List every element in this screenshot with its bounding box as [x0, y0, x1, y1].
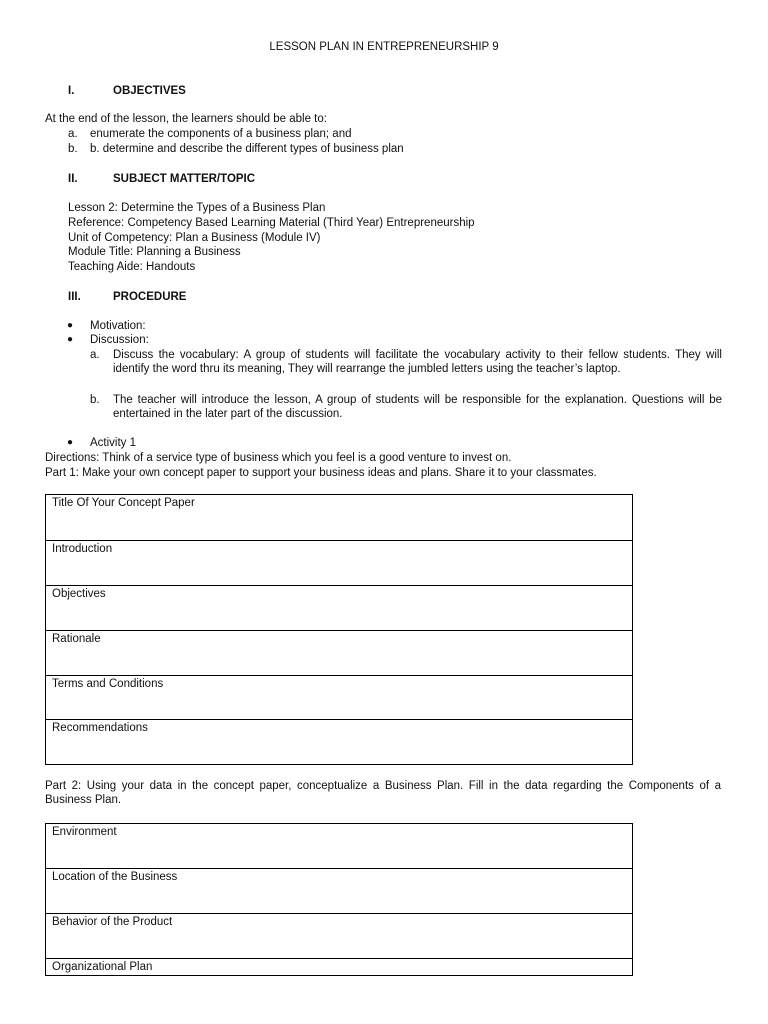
business-plan-table: [45, 823, 633, 976]
procedure-activity: Activity 1: [90, 437, 137, 449]
subject-line-reference: Reference: Competency Based Learning Material (Third Year) Entrepreneurship: [68, 217, 475, 229]
table-row-organizational[interactable]: Organizational Plan: [46, 959, 633, 976]
activity-part2: Part 2: Using your data in the concept paper, conceptualize a Business Plan. Fill in the data regarding the Components of a Business Plan.: [45, 780, 721, 806]
table-row-title[interactable]: Title Of Your Concept Paper: [46, 495, 633, 541]
table-row-recommendations[interactable]: Recommendations: [46, 720, 633, 765]
bullet-icon: ●: [67, 320, 74, 331]
discussion-item-a: Discuss the vocabulary: A group of students will facilitate the vocabulary activity to their fellow students. They will identify the word thru its meaning, They will rearrange the jumbled letters using the teacher’s laptop.: [113, 349, 722, 375]
objectives-heading: OBJECTIVES: [113, 85, 186, 97]
table-row-introduction[interactable]: Introduction: [46, 541, 633, 586]
objective-marker-a: a.: [68, 128, 78, 140]
section-numeral-2: II.: [68, 173, 78, 185]
subject-line-unit: Unit of Competency: Plan a Business (Module IV): [68, 232, 321, 244]
section-numeral-3: III.: [68, 291, 81, 303]
table-row-behavior[interactable]: Behavior of the Product: [46, 914, 633, 959]
procedure-heading: PROCEDURE: [113, 291, 187, 303]
table-row-objectives[interactable]: Objectives: [46, 586, 633, 631]
procedure-motivation: Motivation:: [90, 320, 146, 332]
discussion-marker-b: b.: [90, 394, 100, 406]
discussion-item-b: The teacher will introduce the lesson, A group of students will be responsible for the explanation. Questions will be entertained in the later part of the discussion.: [113, 394, 722, 420]
bullet-icon: ●: [67, 334, 74, 345]
objective-item-a: enumerate the components of a business plan; and: [90, 128, 352, 140]
concept-paper-table: [45, 494, 633, 765]
bullet-icon: ●: [67, 437, 74, 448]
subject-line-aide: Teaching Aide: Handouts: [68, 261, 196, 273]
table-row-environment[interactable]: Environment: [46, 824, 633, 869]
procedure-discussion: Discussion:: [90, 334, 149, 346]
page-title: LESSON PLAN IN ENTREPRENEURSHIP 9: [269, 41, 499, 53]
objective-marker-b: b.: [68, 143, 78, 155]
table-row-location[interactable]: Location of the Business: [46, 869, 633, 914]
subject-line-module: Module Title: Planning a Business: [68, 246, 241, 258]
subject-line-lesson: Lesson 2: Determine the Types of a Business Plan: [68, 202, 326, 214]
table-row-rationale[interactable]: Rationale: [46, 631, 633, 676]
table-row-terms[interactable]: Terms and Conditions: [46, 676, 633, 720]
objective-item-b: b. determine and describe the different types of business plan: [90, 143, 404, 155]
subject-heading: SUBJECT MATTER/TOPIC: [113, 173, 256, 185]
discussion-marker-a: a.: [90, 349, 100, 361]
objectives-intro: At the end of the lesson, the learners should be able to:: [45, 113, 327, 125]
section-numeral-1: I.: [68, 85, 75, 97]
activity-directions: Directions: Think of a service type of business which you feel is a good venture to invest on.: [45, 452, 512, 464]
activity-part1: Part 1: Make your own concept paper to support your business ideas and plans. Share it to your classmates.: [45, 467, 597, 479]
